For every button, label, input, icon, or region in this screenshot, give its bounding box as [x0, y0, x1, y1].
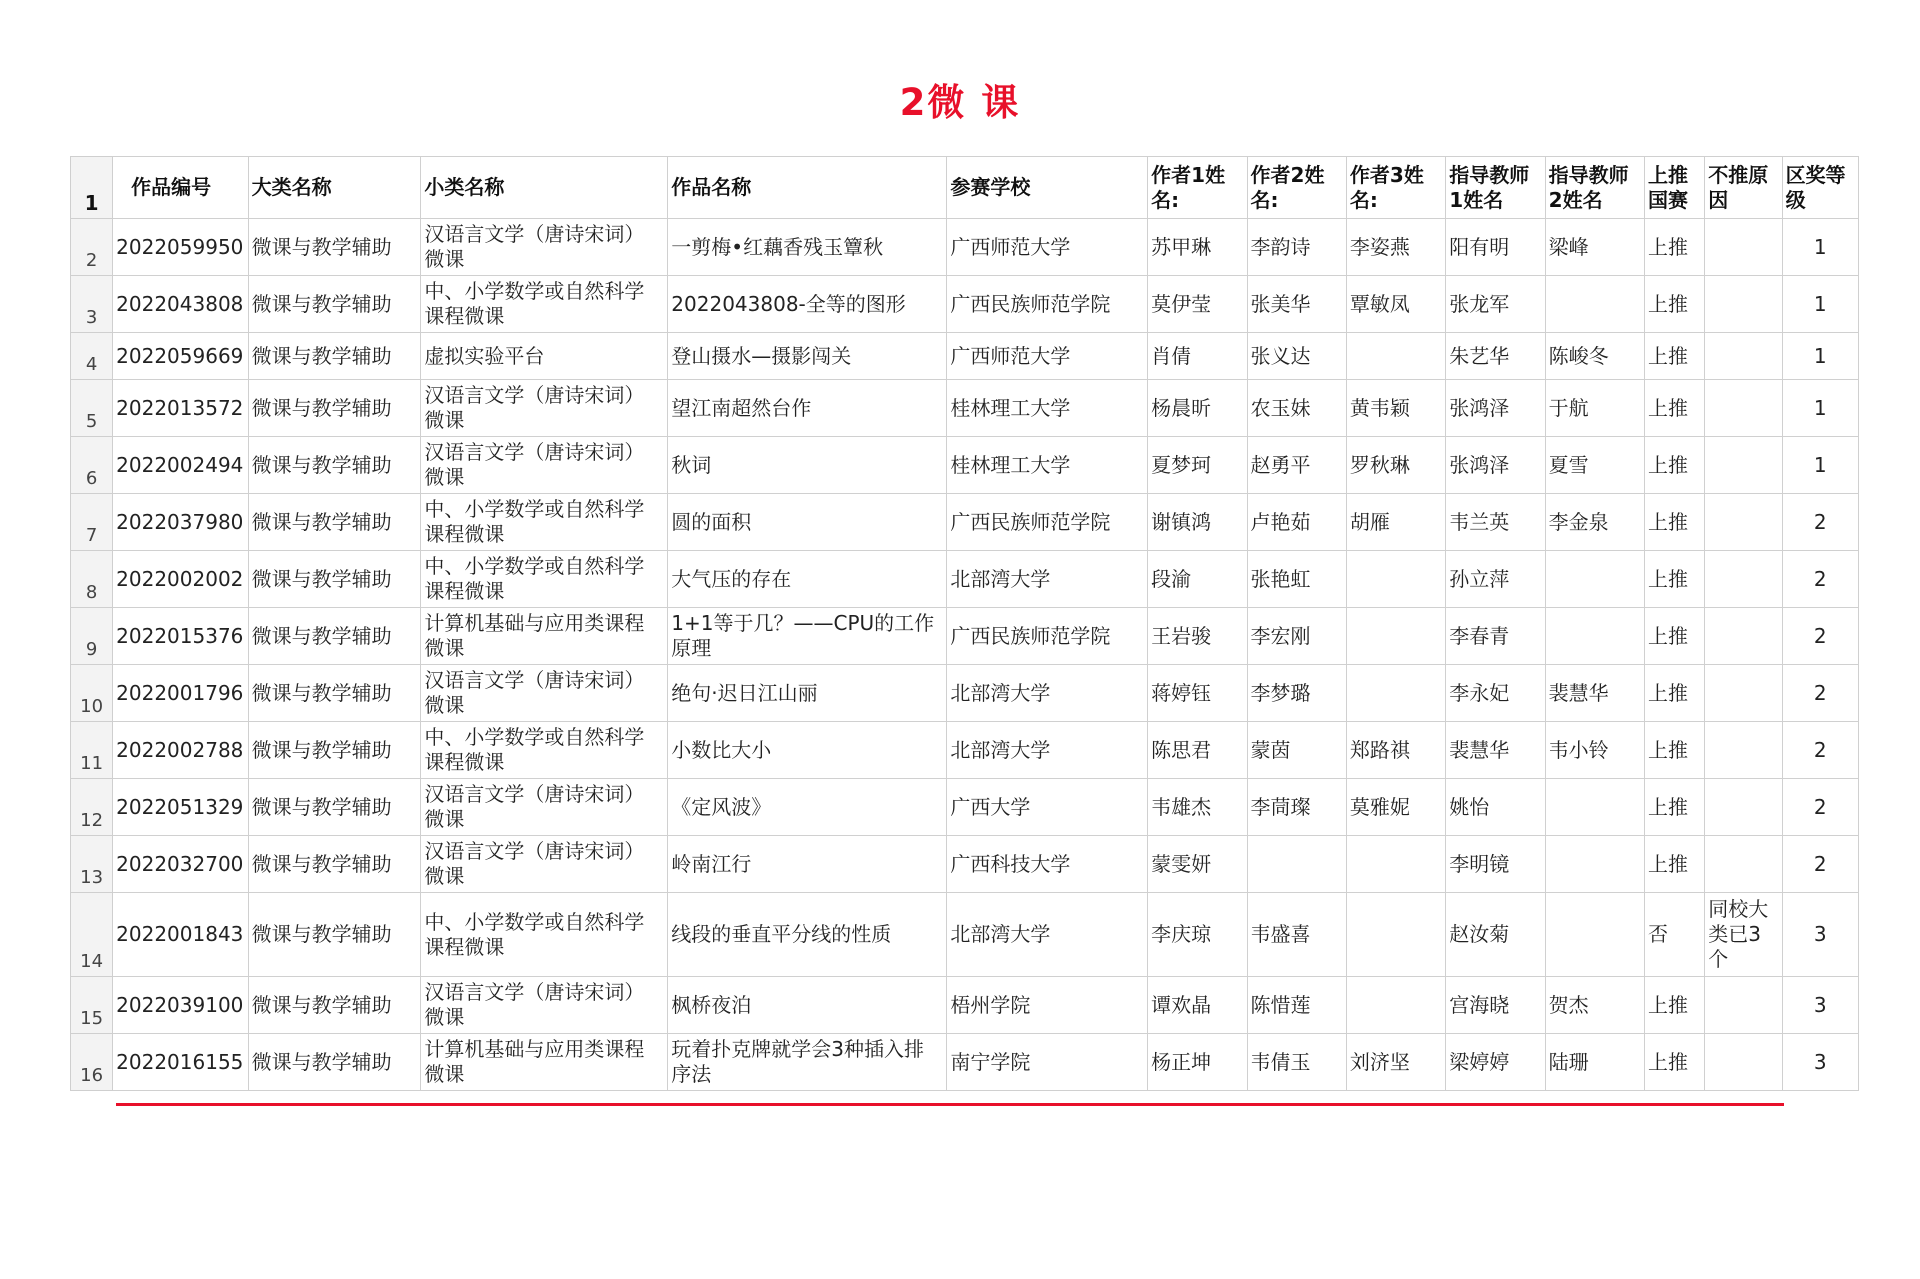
table-cell[interactable]: 北部湾大学: [947, 893, 1148, 977]
column-header[interactable]: 上推国赛: [1645, 157, 1705, 219]
column-header[interactable]: 作品编号: [113, 157, 249, 219]
table-cell[interactable]: 杨正坤: [1148, 1034, 1247, 1091]
table-cell[interactable]: 杨晨昕: [1148, 380, 1247, 437]
header-row: [71, 157, 1859, 219]
table-cell[interactable]: 大气压的存在: [668, 551, 947, 608]
table-cell[interactable]: 广西科技大学: [947, 836, 1148, 893]
table-cell[interactable]: [1705, 722, 1782, 779]
table-cell[interactable]: 虚拟实验平台: [421, 333, 668, 380]
table-cell[interactable]: 2022002494: [113, 437, 249, 494]
table-cell[interactable]: 汉语言文学（唐诗宋词）微课: [421, 779, 668, 836]
table-cell[interactable]: 微课与教学辅助: [248, 219, 421, 276]
table-cell[interactable]: 莫雅妮: [1346, 779, 1445, 836]
table-cell[interactable]: 陈峻冬: [1545, 333, 1644, 380]
row-number[interactable]: 15: [71, 977, 113, 1034]
table-cell[interactable]: 李春青: [1446, 608, 1545, 665]
table-cell[interactable]: 梁峰: [1545, 219, 1644, 276]
table-cell[interactable]: [1545, 608, 1644, 665]
table-cell[interactable]: [1545, 836, 1644, 893]
table-cell[interactable]: 2022013572: [113, 380, 249, 437]
table-cell[interactable]: 李韵诗: [1247, 219, 1346, 276]
table-cell[interactable]: 3: [1782, 893, 1858, 977]
table-cell[interactable]: 上推: [1645, 276, 1705, 333]
table-cell[interactable]: 计算机基础与应用类课程微课: [421, 1034, 668, 1091]
table-cell[interactable]: 微课与教学辅助: [248, 665, 421, 722]
column-header[interactable]: 作者1姓名:: [1148, 157, 1247, 219]
table-cell[interactable]: 枫桥夜泊: [668, 977, 947, 1034]
table-cell[interactable]: 上推: [1645, 333, 1705, 380]
table-cell[interactable]: 上推: [1645, 1034, 1705, 1091]
table-cell[interactable]: 汉语言文学（唐诗宋词）微课: [421, 977, 668, 1034]
column-header[interactable]: 作品名称: [668, 157, 947, 219]
table-cell[interactable]: 2: [1782, 836, 1858, 893]
page-title: 2微 课: [899, 81, 1021, 124]
table-cell[interactable]: 望江南超然台作: [668, 380, 947, 437]
table-cell[interactable]: 小数比大小: [668, 722, 947, 779]
table-cell[interactable]: [1705, 494, 1782, 551]
table-cell[interactable]: 微课与教学辅助: [248, 333, 421, 380]
table-cell[interactable]: [1705, 380, 1782, 437]
table-cell[interactable]: 2022059669: [113, 333, 249, 380]
table-cell[interactable]: 汉语言文学（唐诗宋词）微课: [421, 219, 668, 276]
table-cell[interactable]: 上推: [1645, 380, 1705, 437]
table-cell[interactable]: 裴慧华: [1545, 665, 1644, 722]
table-cell[interactable]: 绝句·迟日江山丽: [668, 665, 947, 722]
table-cell[interactable]: 李金泉: [1545, 494, 1644, 551]
table-cell[interactable]: 陈思君: [1148, 722, 1247, 779]
table-cell[interactable]: 上推: [1645, 551, 1705, 608]
table-cell[interactable]: 微课与教学辅助: [248, 836, 421, 893]
table-cell[interactable]: 韦雄杰: [1148, 779, 1247, 836]
column-header[interactable]: 小类名称: [421, 157, 668, 219]
table-cell[interactable]: 圆的面积: [668, 494, 947, 551]
table-cell[interactable]: 李明镜: [1446, 836, 1545, 893]
table-cell[interactable]: [1545, 893, 1644, 977]
table-cell[interactable]: [1705, 779, 1782, 836]
table-cell[interactable]: [1705, 437, 1782, 494]
table-cell[interactable]: 苏甲琳: [1148, 219, 1247, 276]
table-cell[interactable]: 覃敏凤: [1346, 276, 1445, 333]
table-cell[interactable]: [1705, 1034, 1782, 1091]
table-cell[interactable]: 汉语言文学（唐诗宋词）微课: [421, 380, 668, 437]
table-cell[interactable]: 微课与教学辅助: [248, 779, 421, 836]
table-cell[interactable]: 谢镇鸿: [1148, 494, 1247, 551]
table-cell[interactable]: 中、小学数学或自然科学课程微课: [421, 494, 668, 551]
table-cell[interactable]: 2022037980: [113, 494, 249, 551]
table-cell[interactable]: 张义达: [1247, 333, 1346, 380]
table-cell[interactable]: 广西师范大学: [947, 219, 1148, 276]
row-number[interactable]: 14: [71, 893, 113, 977]
table-row: [71, 219, 1859, 276]
table-cell[interactable]: 3: [1782, 1034, 1858, 1091]
table-row: [71, 893, 1859, 977]
table-cell[interactable]: 段渝: [1148, 551, 1247, 608]
column-header[interactable]: 指导教师1姓名: [1446, 157, 1545, 219]
table-cell[interactable]: 微课与教学辅助: [248, 893, 421, 977]
table-cell[interactable]: 一剪梅•红藕香残玉簟秋: [668, 219, 947, 276]
row-number[interactable]: 9: [71, 608, 113, 665]
table-cell[interactable]: 岭南江行: [668, 836, 947, 893]
table-row: [71, 722, 1859, 779]
table-cell[interactable]: [1705, 276, 1782, 333]
table-cell[interactable]: 蒙雯妍: [1148, 836, 1247, 893]
table-cell[interactable]: 中、小学数学或自然科学课程微课: [421, 551, 668, 608]
row-number[interactable]: 11: [71, 722, 113, 779]
table-cell[interactable]: 韦兰英: [1446, 494, 1545, 551]
table-cell[interactable]: 李庆琼: [1148, 893, 1247, 977]
table-cell[interactable]: 2: [1782, 551, 1858, 608]
table-cell[interactable]: [1346, 333, 1445, 380]
table-cell[interactable]: 2022032700: [113, 836, 249, 893]
table-cell[interactable]: 2022001843: [113, 893, 249, 977]
table-cell[interactable]: 微课与教学辅助: [248, 608, 421, 665]
table-cell[interactable]: 汉语言文学（唐诗宋词）微课: [421, 665, 668, 722]
table-cell[interactable]: 李茼璨: [1247, 779, 1346, 836]
table-row: [71, 836, 1859, 893]
table-cell[interactable]: 微课与教学辅助: [248, 380, 421, 437]
table-row: [71, 437, 1859, 494]
table-cell[interactable]: 微课与教学辅助: [248, 1034, 421, 1091]
table-cell[interactable]: 谭欢晶: [1148, 977, 1247, 1034]
column-header[interactable]: 区奖等级: [1782, 157, 1858, 219]
table-cell[interactable]: 蒙茵: [1247, 722, 1346, 779]
table-cell[interactable]: 否: [1645, 893, 1705, 977]
table-cell[interactable]: 玩着扑克牌就学会3种插入排序法: [668, 1034, 947, 1091]
table-cell[interactable]: 《定风波》: [668, 779, 947, 836]
row-number[interactable]: 16: [71, 1034, 113, 1091]
table-cell[interactable]: 李宏刚: [1247, 608, 1346, 665]
table-cell[interactable]: 广西民族师范学院: [947, 494, 1148, 551]
table-cell[interactable]: 2022001796: [113, 665, 249, 722]
table-cell[interactable]: [1705, 551, 1782, 608]
table-row: [71, 779, 1859, 836]
table-cell[interactable]: 2022051329: [113, 779, 249, 836]
table-cell[interactable]: 中、小学数学或自然科学课程微课: [421, 276, 668, 333]
column-header[interactable]: 大类名称: [248, 157, 421, 219]
table-cell[interactable]: 微课与教学辅助: [248, 722, 421, 779]
table-cell[interactable]: 夏梦珂: [1148, 437, 1247, 494]
table-row: [71, 276, 1859, 333]
table-cell[interactable]: [1705, 836, 1782, 893]
row-number[interactable]: 13: [71, 836, 113, 893]
table-cell[interactable]: 阳有明: [1446, 219, 1545, 276]
table-cell[interactable]: 上推: [1645, 219, 1705, 276]
table-cell[interactable]: 汉语言文学（唐诗宋词）微课: [421, 836, 668, 893]
table-cell[interactable]: 张美华: [1247, 276, 1346, 333]
table-cell[interactable]: 中、小学数学或自然科学课程微课: [421, 722, 668, 779]
row-number[interactable]: 3: [71, 276, 113, 333]
table-cell[interactable]: 计算机基础与应用类课程微课: [421, 608, 668, 665]
table-cell[interactable]: 上推: [1645, 977, 1705, 1034]
table-cell[interactable]: 2022002002: [113, 551, 249, 608]
table-cell[interactable]: 2022059950: [113, 219, 249, 276]
row-number[interactable]: 2: [71, 219, 113, 276]
table-cell[interactable]: 1: [1782, 219, 1858, 276]
table-cell[interactable]: 卢艳茹: [1247, 494, 1346, 551]
table-cell[interactable]: 2022039100: [113, 977, 249, 1034]
table-cell[interactable]: [1346, 893, 1445, 977]
table-cell[interactable]: 李梦璐: [1247, 665, 1346, 722]
table-cell[interactable]: 线段的垂直平分线的性质: [668, 893, 947, 977]
table-cell[interactable]: 3: [1782, 977, 1858, 1034]
table-cell[interactable]: 北部湾大学: [947, 551, 1148, 608]
table-cell[interactable]: 韦盛喜: [1247, 893, 1346, 977]
table-cell[interactable]: [1705, 608, 1782, 665]
column-header[interactable]: 作者2姓名:: [1247, 157, 1346, 219]
table-cell[interactable]: 微课与教学辅助: [248, 437, 421, 494]
table-cell[interactable]: 孙立萍: [1446, 551, 1545, 608]
table-cell[interactable]: 农玉妹: [1247, 380, 1346, 437]
table-cell[interactable]: 贺杰: [1545, 977, 1644, 1034]
table-cell[interactable]: 2: [1782, 608, 1858, 665]
table-row: [71, 608, 1859, 665]
column-header[interactable]: 指导教师2姓名: [1545, 157, 1644, 219]
table-row: [71, 333, 1859, 380]
column-header[interactable]: 参赛学校: [947, 157, 1148, 219]
table-cell[interactable]: 韦小铃: [1545, 722, 1644, 779]
table-cell[interactable]: 1: [1782, 380, 1858, 437]
red-underline: [116, 1103, 1784, 1106]
table-cell[interactable]: [1705, 977, 1782, 1034]
table-cell[interactable]: 上推: [1645, 836, 1705, 893]
table-cell[interactable]: 1: [1782, 333, 1858, 380]
table-cell[interactable]: 秋词: [668, 437, 947, 494]
table-cell[interactable]: 2: [1782, 494, 1858, 551]
table-row: [71, 1034, 1859, 1091]
table-cell[interactable]: [1705, 333, 1782, 380]
table-cell[interactable]: 梧州学院: [947, 977, 1148, 1034]
table-cell[interactable]: 赵汝菊: [1446, 893, 1545, 977]
table-cell[interactable]: 广西大学: [947, 779, 1148, 836]
table-cell[interactable]: 汉语言文学（唐诗宋词）微课: [421, 437, 668, 494]
table-cell[interactable]: 微课与教学辅助: [248, 494, 421, 551]
table-cell[interactable]: 上推: [1645, 608, 1705, 665]
table-cell[interactable]: 宫海晓: [1446, 977, 1545, 1034]
table-cell[interactable]: [1346, 608, 1445, 665]
table-cell[interactable]: 韦倩玉: [1247, 1034, 1346, 1091]
row-number[interactable]: 12: [71, 779, 113, 836]
column-header[interactable]: 作者3姓名:: [1346, 157, 1445, 219]
table-cell[interactable]: 莫伊莹: [1148, 276, 1247, 333]
table-cell[interactable]: 李姿燕: [1346, 219, 1445, 276]
table-row: [71, 551, 1859, 608]
table-cell[interactable]: 王岩骏: [1148, 608, 1247, 665]
table-cell[interactable]: 上推: [1645, 437, 1705, 494]
table-cell[interactable]: 2: [1782, 665, 1858, 722]
row-number[interactable]: 8: [71, 551, 113, 608]
table-cell[interactable]: 广西民族师范学院: [947, 276, 1148, 333]
row-number[interactable]: 4: [71, 333, 113, 380]
table-cell[interactable]: [1346, 977, 1445, 1034]
table-cell[interactable]: 郑路祺: [1346, 722, 1445, 779]
table-cell[interactable]: 上推: [1645, 779, 1705, 836]
table-cell[interactable]: [1346, 836, 1445, 893]
table-cell[interactable]: [1705, 219, 1782, 276]
table-cell[interactable]: 罗秋琳: [1346, 437, 1445, 494]
table-cell[interactable]: 同校大类已3个: [1705, 893, 1782, 977]
spreadsheet-table: [70, 156, 1859, 1091]
table-cell[interactable]: 2: [1782, 722, 1858, 779]
table-cell[interactable]: 北部湾大学: [947, 722, 1148, 779]
table-cell[interactable]: [1545, 276, 1644, 333]
table-cell[interactable]: 刘济坚: [1346, 1034, 1445, 1091]
table-cell[interactable]: 裴慧华: [1446, 722, 1545, 779]
table-cell[interactable]: 2022015376: [113, 608, 249, 665]
table-cell[interactable]: [1346, 551, 1445, 608]
table-cell[interactable]: 中、小学数学或自然科学课程微课: [421, 893, 668, 977]
table-cell[interactable]: 1: [1782, 437, 1858, 494]
table-cell[interactable]: 桂林理工大学: [947, 437, 1148, 494]
table-cell[interactable]: 赵勇平: [1247, 437, 1346, 494]
row-number[interactable]: 7: [71, 494, 113, 551]
table-cell[interactable]: 登山摄水—摄影闯关: [668, 333, 947, 380]
table-cell[interactable]: 南宁学院: [947, 1034, 1148, 1091]
table-cell[interactable]: 张艳虹: [1247, 551, 1346, 608]
table-cell[interactable]: 广西师范大学: [947, 333, 1148, 380]
table-cell[interactable]: 夏雪: [1545, 437, 1644, 494]
table-cell[interactable]: 陆珊: [1545, 1034, 1644, 1091]
table-cell[interactable]: 陈惜莲: [1247, 977, 1346, 1034]
table-cell[interactable]: 1+1等于几？——CPU的工作原理: [668, 608, 947, 665]
table-row: [71, 380, 1859, 437]
table-cell[interactable]: 2022043808-全等的图形: [668, 276, 947, 333]
table-cell[interactable]: 蒋婷钰: [1148, 665, 1247, 722]
table-cell[interactable]: 上推: [1645, 722, 1705, 779]
table-cell[interactable]: 黄韦颖: [1346, 380, 1445, 437]
table-cell[interactable]: 微课与教学辅助: [248, 276, 421, 333]
table-cell[interactable]: 2: [1782, 779, 1858, 836]
table-cell[interactable]: 张鸿泽: [1446, 437, 1545, 494]
table-cell[interactable]: [1247, 836, 1346, 893]
table-cell[interactable]: 桂林理工大学: [947, 380, 1148, 437]
table-cell[interactable]: [1705, 665, 1782, 722]
table-row: [71, 494, 1859, 551]
table-cell[interactable]: 胡雁: [1346, 494, 1445, 551]
table-cell[interactable]: 肖倩: [1148, 333, 1247, 380]
column-header[interactable]: 不推原因: [1705, 157, 1782, 219]
table-cell[interactable]: 2022002788: [113, 722, 249, 779]
table-cell[interactable]: 2022043808: [113, 276, 249, 333]
row-number[interactable]: 5: [71, 380, 113, 437]
table-cell[interactable]: 广西民族师范学院: [947, 608, 1148, 665]
table-row: [71, 977, 1859, 1034]
table-cell[interactable]: 微课与教学辅助: [248, 551, 421, 608]
table-cell[interactable]: 李永妃: [1446, 665, 1545, 722]
table-cell[interactable]: [1346, 665, 1445, 722]
table-cell[interactable]: [1545, 779, 1644, 836]
table-cell[interactable]: 2022016155: [113, 1034, 249, 1091]
table-cell[interactable]: 上推: [1645, 494, 1705, 551]
table-cell[interactable]: 张鸿泽: [1446, 380, 1545, 437]
row-number[interactable]: 1: [71, 157, 113, 219]
table-cell[interactable]: 张龙军: [1446, 276, 1545, 333]
row-number[interactable]: 6: [71, 437, 113, 494]
table-cell[interactable]: 朱艺华: [1446, 333, 1545, 380]
table-cell[interactable]: [1545, 551, 1644, 608]
row-number[interactable]: 10: [71, 665, 113, 722]
table-row: [71, 665, 1859, 722]
table-cell[interactable]: 梁婷婷: [1446, 1034, 1545, 1091]
table-cell[interactable]: 于航: [1545, 380, 1644, 437]
table-cell[interactable]: 微课与教学辅助: [248, 977, 421, 1034]
table-cell[interactable]: 上推: [1645, 665, 1705, 722]
table-cell[interactable]: 姚怡: [1446, 779, 1545, 836]
table-cell[interactable]: 1: [1782, 276, 1858, 333]
table-cell[interactable]: 北部湾大学: [947, 665, 1148, 722]
